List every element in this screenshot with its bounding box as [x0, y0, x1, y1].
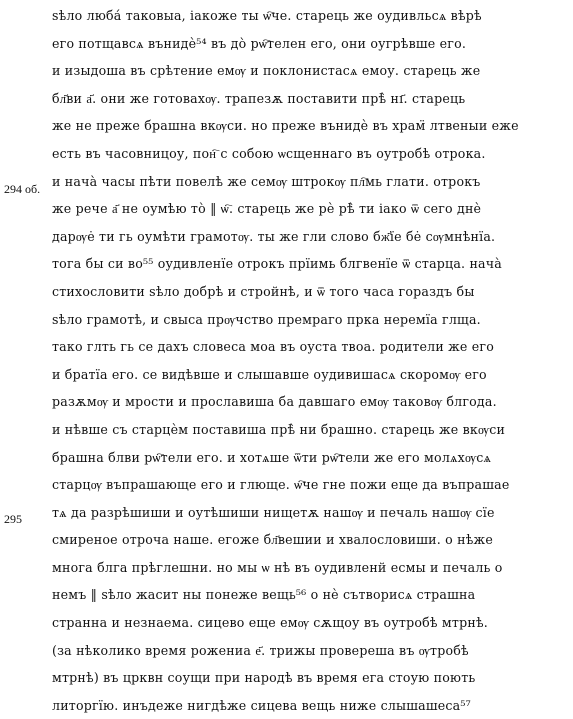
folio-marker: 294 об. — [4, 182, 41, 196]
text-line: тога бы си во⁵⁵ оудивленїе отрокъ прїимь блгвенїе ѿ старца. нача̀ — [52, 256, 502, 272]
text-line: мтрнѣ) въ црквн соущи при народѣ въ время ега стоую поють — [52, 670, 476, 686]
folio-marker: 295 — [4, 512, 22, 526]
text-line: есть въ часовницоу, пон҇ с собою ѡсщеннаго въ оутробѣ отрока. — [52, 145, 486, 161]
text-line: стихословити ѕѣло добрѣ и стройнѣ, и ѿ того часа гораздъ бы — [52, 283, 475, 299]
text-block — [52, 2, 567, 719]
text-line: ѕѣло люба́ таковыа, іакоже ты ѡ҇че. старець же оудивльсѧ вѣрѣ — [52, 8, 482, 23]
text-line: многа блга прѣглешни. но мы ѡ нѣ въ оудивленй есмы и печаль о — [52, 559, 503, 575]
text-line: ѕѣло грамотѣ, и свыса прѹчство премраго прка неремїа глща. — [52, 311, 481, 327]
text-line: и изыдоша въ срѣтение емѹ и поклонистасѧ емоу. старець же — [52, 63, 481, 79]
text-line: тако глть гь се дахъ словеса моа въ оуста твоа. родители же его — [52, 339, 495, 355]
text-line: же рече а҃ не оумѣю то̀ ‖ ѡ҇. старець же рѐ рѣ̀ ти іако ѿ сего днѐ — [52, 201, 482, 217]
text-line: смиреное отроча наше. егоже бл҃вешии и хвалословиши. о нѣже — [52, 532, 493, 548]
text-line: (за нѣколико время рожениа е҃. трижы провереша въ ѹтробѣ — [52, 642, 469, 658]
text-line: и братїа его. се видѣвше и слышавше оудивишасѧ скоромѹ его — [52, 366, 487, 382]
text-line: и нѣвше съ старцѐм поставиша прѣ̀ ни брашно. старець же вкѹси — [52, 421, 506, 437]
text-line: литоргїю. инъдеже нигдѣже сицева вещь ниже слышашеса⁵⁷ — [52, 697, 471, 713]
text-line: его потщавсѧ вънидѐ⁵⁴ въ до̀ рѡ҇телен его, они оугрѣвше его. — [52, 35, 467, 51]
text-line: же не преже брашна вкѹси. но преже вънидѐ въ храм̈ лтвеныи еже — [52, 118, 519, 134]
text-line: разѫмѹ и мрости и прославиша ба давшаго емѹ таковѹ блгода. — [52, 394, 497, 410]
text-line: и нача̀ часы пѣти повелѣ же семѹ штрокѹ пл҇мь глати. отрокъ — [52, 173, 481, 189]
text-line: тѧ да разрѣшиши и оутѣшиши нищетѫ нашѹ и печаль нашѹ сїе — [52, 504, 495, 520]
text-line: странна и незнаема. сицево еще емѹ сѫщоу въ оутробѣ мтрнѣ. — [52, 615, 488, 631]
text-line: немъ ‖ ѕѣло жасит ны понеже вещь⁵⁶ о нѐ сътворисѧ страшна — [52, 587, 476, 603]
text-line: бл҃ви а҃. они же готовахѹ. трапезѫ поставити прѣ̀ нı҃. старець — [52, 90, 466, 106]
text-line: старцѹ въпрашающе его и глюще. ѡ҇че гне пожи еще да въпрашае — [52, 477, 510, 493]
text-line: дарѹе̇ ти гь оумѣти грамотѹ. ты же гли слово бж҃їе бе̇ сѹмнѣнїа. — [52, 228, 496, 244]
text-line: брашна блви рѡ҇тели его. и хотѧше ѿти рѡ҇тели же его молѧхѹсѧ — [52, 449, 492, 465]
